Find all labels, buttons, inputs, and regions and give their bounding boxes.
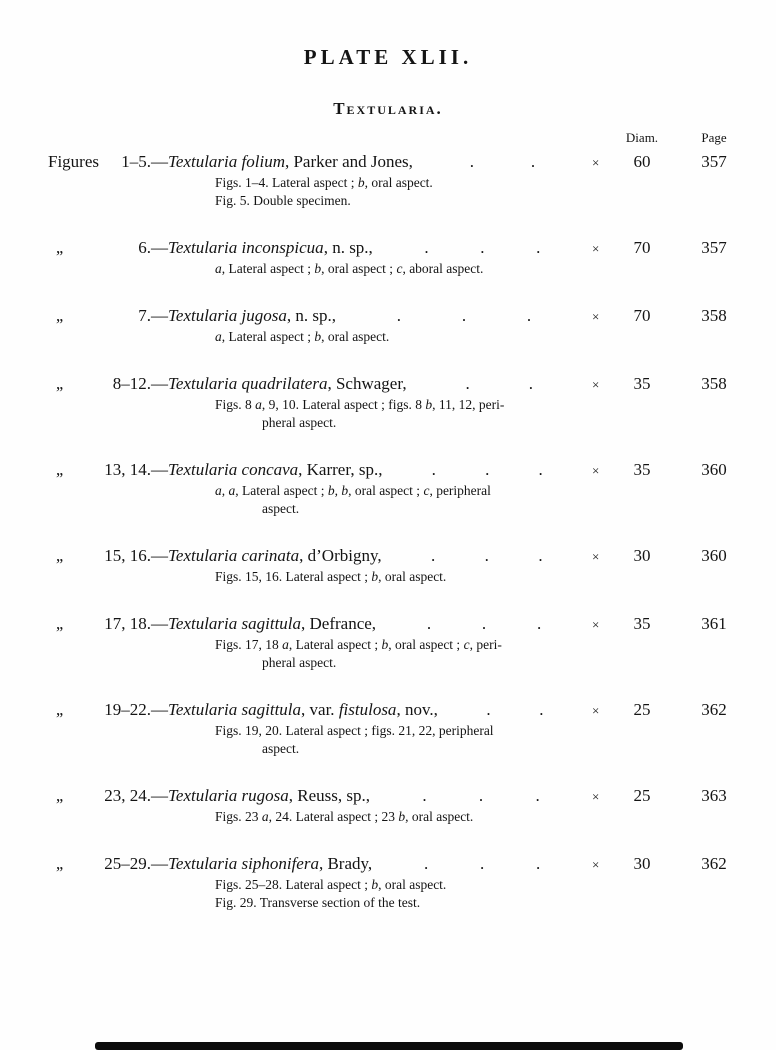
multiply-sign: × — [592, 241, 600, 256]
species-title — [168, 545, 382, 567]
detail-line: Fig. 5. Double specimen. — [215, 193, 351, 208]
figure-label — [48, 785, 168, 807]
species-title — [168, 151, 413, 173]
figure-numbers: 19–22.— — [104, 700, 168, 719]
leader-dot: . — [396, 306, 402, 325]
leader-dot: . — [424, 238, 429, 257]
column-header-page: Page — [701, 130, 727, 145]
multiply-sign: × — [592, 155, 600, 170]
leader-dot: . — [535, 854, 541, 873]
figure-label — [48, 373, 168, 395]
authority: , n. sp., — [323, 238, 373, 257]
figure-label — [48, 305, 168, 327]
authority: , var. — [301, 700, 339, 719]
entry-main-row — [0, 545, 776, 568]
leader-dot: . — [530, 152, 536, 171]
leader-dot: . — [423, 854, 429, 873]
diam-value: 60 — [633, 152, 651, 171]
leader-dot: . — [486, 700, 491, 719]
leader-dot: . — [478, 786, 484, 805]
species-title — [168, 853, 372, 875]
detail-line: Fig. 29. Transverse section of the test. — [215, 895, 421, 910]
species-title — [168, 699, 438, 721]
leader-dots — [372, 853, 592, 876]
multiply-sign: × — [592, 703, 600, 718]
figure-prefix: ,, — [56, 614, 63, 633]
figure-numbers: 15, 16.— — [104, 546, 168, 565]
detail-line: a, a, Lateral aspect ; b, b, oral aspect ; c, peripheral — [215, 483, 491, 498]
leader-dots — [382, 545, 592, 568]
diam-value: 25 — [633, 700, 651, 719]
plate-entry — [0, 237, 776, 278]
diam-value: 70 — [633, 238, 651, 257]
figure-numbers: 13, 14.— — [104, 460, 168, 479]
species-title — [168, 613, 376, 635]
entry-main-row — [0, 151, 776, 174]
figure-prefix: ,, — [56, 786, 63, 805]
multiply-sign: × — [592, 617, 600, 632]
authority: , Defrance, — [301, 614, 377, 633]
leader-dot: . — [536, 614, 542, 633]
leader-dot: . — [536, 238, 541, 257]
multiply-sign: × — [592, 789, 600, 804]
detail-line: a, Lateral aspect ; b, oral aspect. — [215, 329, 390, 344]
leader-dot: . — [479, 854, 485, 873]
leader-dots — [376, 613, 592, 636]
leader-dots — [413, 151, 592, 174]
leader-dots — [373, 237, 592, 260]
leader-dot: . — [539, 700, 544, 719]
multiply-sign: × — [592, 309, 600, 324]
leader-dots — [336, 305, 592, 328]
detail-line: Figs. 19, 20. Lateral aspect ; figs. 21, 22, peripheral — [215, 723, 494, 738]
diam-value: 25 — [633, 786, 651, 805]
leader-dots — [382, 459, 592, 482]
figure-prefix: ,, — [56, 546, 63, 565]
species-name: Textularia quadrilatera — [168, 374, 328, 393]
figure-prefix: ,, — [56, 854, 63, 873]
figure-prefix: ,, — [56, 238, 63, 257]
plate-entry — [0, 853, 776, 912]
diam-value: 30 — [633, 854, 651, 873]
authority: , Parker and Jones, — [284, 152, 413, 171]
entry-main-row — [0, 305, 776, 328]
leader-dots — [370, 785, 592, 808]
detail-line: a, Lateral aspect ; b, oral aspect ; c, aboral aspect. — [215, 261, 484, 276]
leader-dot: . — [535, 786, 540, 805]
figure-label — [48, 151, 168, 173]
entry-main-row — [0, 459, 776, 482]
diam-value: 70 — [633, 306, 651, 325]
detail-line: Figs. 17, 18 a, Lateral aspect ; b, oral aspect ; c, peri- — [215, 637, 502, 652]
detail-line: pheral aspect. — [262, 655, 337, 670]
species-title — [168, 373, 407, 395]
page-number: 358 — [701, 306, 727, 325]
detail-line: aspect. — [262, 501, 300, 516]
figure-numbers: 25–29.— — [104, 854, 168, 873]
page-number: 361 — [701, 614, 727, 633]
species-name: Textularia inconspicua — [168, 238, 324, 257]
diam-value: 30 — [633, 546, 651, 565]
entry-main-row — [0, 373, 776, 396]
multiply-sign: × — [592, 857, 600, 872]
figure-label — [48, 613, 168, 635]
leader-dot: . — [538, 546, 543, 565]
leader-dot: . — [538, 460, 543, 479]
figure-prefix: ,, — [56, 700, 63, 719]
diam-value: 35 — [633, 460, 651, 479]
figure-numbers: 7.— — [138, 306, 168, 325]
detail-line: Figs. 1–4. Lateral aspect ; b, oral aspect. — [215, 175, 433, 190]
leader-dot: . — [485, 460, 490, 479]
page-number: 363 — [701, 786, 727, 805]
multiply-sign: × — [592, 463, 600, 478]
leader-dot: . — [484, 546, 489, 565]
species-title — [168, 305, 336, 327]
page-number: 357 — [701, 238, 727, 257]
leader-dot: . — [431, 460, 436, 479]
figure-numbers: 23, 24.— — [104, 786, 168, 805]
leader-dot: . — [526, 306, 532, 325]
species-title — [168, 785, 370, 807]
authority: , d’Orbigny, — [299, 546, 382, 565]
leader-dot: . — [465, 374, 470, 393]
figure-numbers: 8–12.— — [112, 374, 168, 393]
leader-dot: . — [422, 786, 427, 805]
multiply-sign: × — [592, 377, 600, 392]
figure-prefix: ,, — [56, 306, 63, 325]
leader-dot: . — [528, 374, 534, 393]
page-number: 362 — [701, 854, 727, 873]
plate-entry — [0, 305, 776, 346]
authority: , Brady, — [318, 854, 373, 873]
plate-title: PLATE XLII. — [303, 45, 473, 69]
plate-entry — [0, 699, 776, 758]
page-number: 357 — [701, 152, 727, 171]
species-name: Textularia folium — [168, 152, 285, 171]
species-variant: fistulosa — [338, 700, 397, 719]
figure-label — [48, 853, 168, 875]
detail-line: Figs. 15, 16. Lateral aspect ; b, oral aspect. — [215, 569, 447, 584]
entry-main-row — [0, 785, 776, 808]
leader-dot: . — [469, 152, 475, 171]
entry-main-row — [0, 613, 776, 636]
figure-label — [48, 699, 168, 721]
page-number: 358 — [701, 374, 727, 393]
figure-numbers: 1–5.— — [121, 152, 168, 171]
species-name: Textularia sagittula — [168, 700, 302, 719]
plate-entry — [0, 785, 776, 826]
authority: , n. sp., — [286, 306, 336, 325]
figure-prefix: ,, — [56, 460, 63, 479]
detail-line: Figs. 23 a, 24. Lateral aspect ; 23 b, oral aspect. — [215, 809, 474, 824]
page-number: 360 — [701, 460, 727, 479]
plate-entry — [0, 613, 776, 672]
authority-2: , nov., — [396, 700, 438, 719]
leader-dot: . — [481, 614, 487, 633]
section-title: Textularia. — [333, 99, 443, 118]
leader-dots — [438, 699, 592, 722]
figure-numbers: 6.— — [138, 238, 168, 257]
figure-numbers: 17, 18.— — [104, 614, 168, 633]
species-title — [168, 237, 373, 259]
figure-label — [48, 237, 168, 259]
authority: , Reuss, sp., — [288, 786, 370, 805]
leader-dot: . — [426, 614, 432, 633]
figure-label — [48, 545, 168, 567]
page-number: 360 — [701, 546, 727, 565]
plate-entry — [0, 373, 776, 432]
entry-list — [0, 151, 776, 912]
leader-dots — [407, 373, 592, 396]
species-name: Textularia concava — [168, 460, 299, 479]
species-name: Textularia siphonifera — [168, 854, 319, 873]
species-name: Textularia jugosa — [168, 306, 287, 325]
entry-main-row — [0, 699, 776, 722]
diam-value: 35 — [633, 614, 651, 633]
detail-line: Figs. 25–28. Lateral aspect ; b, oral aspect. — [215, 877, 447, 892]
authority: , Schwager, — [327, 374, 407, 393]
leader-dot: . — [480, 238, 485, 257]
figure-label — [48, 459, 168, 481]
plate-entry — [0, 459, 776, 518]
scan-edge-artifact — [95, 1042, 683, 1050]
page-number: 362 — [701, 700, 727, 719]
multiply-sign: × — [592, 549, 600, 564]
column-header-diam: Diam. — [625, 130, 659, 145]
species-title — [168, 459, 382, 481]
species-name: Textularia carinata — [168, 546, 300, 565]
detail-line: pheral aspect. — [262, 415, 337, 430]
authority: , Karrer, sp., — [298, 460, 383, 479]
detail-line: aspect. — [262, 741, 300, 756]
leader-dot: . — [461, 306, 467, 325]
plate-entry — [0, 151, 776, 210]
figure-prefix: Figures — [48, 152, 99, 171]
leader-dot: . — [431, 546, 436, 565]
entry-main-row — [0, 237, 776, 260]
species-name: Textularia sagittula — [168, 614, 302, 633]
detail-line: Figs. 8 a, 9, 10. Lateral aspect ; figs. 8 b, 11, 12, peri- — [215, 397, 505, 412]
figure-prefix: ,, — [56, 374, 63, 393]
diam-value: 35 — [633, 374, 651, 393]
column-header-row — [0, 130, 776, 146]
plate-entry — [0, 545, 776, 586]
entry-main-row — [0, 853, 776, 876]
species-name: Textularia rugosa — [168, 786, 289, 805]
